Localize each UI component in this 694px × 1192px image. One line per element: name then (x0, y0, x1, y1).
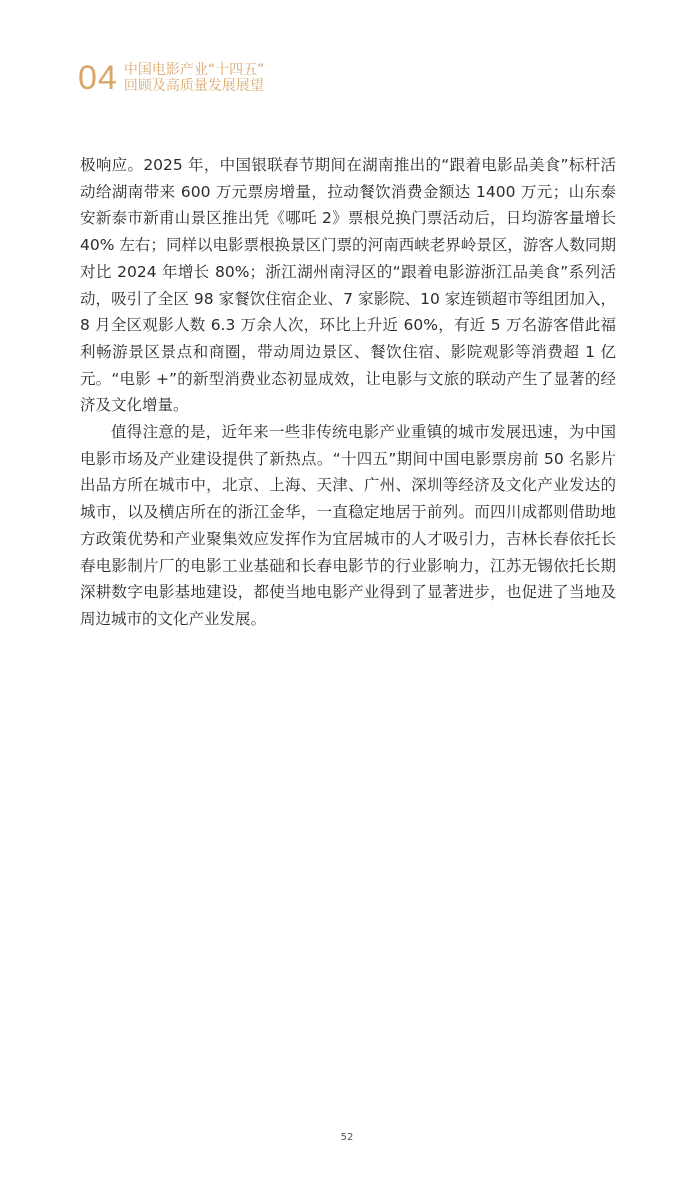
chapter-title-line1: 中国电影产业“十四五” (123, 62, 265, 78)
body-text (80, 152, 616, 633)
page-number: 52 (340, 1132, 354, 1143)
chapter-number: 04 (78, 59, 118, 97)
chapter-title-line2: 回顾及高质量发展展望 (123, 78, 264, 94)
paragraph-2: 值得注意的是，近年来一些非传统电影产业重镇的城市发展迅速，为中国电影市场及产业建设提供了新热点。“十四五”期间中国电影票房前 50 名影片出品方所在城市中，北京、上海、天津、广州、深圳等经济及文化产业发达的城市，以及横店所在的浙江金华，一直稳定地居于前列。而四川成都则借助地方政策优势和产业聚集效应发挥作为宜居城市的人才吸引力，吉林长春依托长春电影制片厂的电影工业基础和长春电影节的行业影响力，江苏无锡依托长期深耕数字电影基地建设，都使当地电影产业得到了显著进步，也促进了当地及周边城市的文化产业发展。 (80, 423, 616, 628)
chapter-header (78, 60, 264, 96)
paragraph-1: 极响应。2025 年，中国银联春节期间在湖南推出的“跟着电影品美食”标杆活动给湖南带来 600 万元票房增量，拉动餐饮消费金额达 1400 万元；山东泰安新泰市新甫山景区推出凭《哪吒 2》票根兑换门票活动后，日均游客量增长 40% 左右；同样以电影票根换景区门票的河南西峡老界岭景区，游客人数同期对比 2024 年增长 80%；浙江湖州南浔区的“跟着电影游浙江品美食”系列活动，吸引了全区 98 家餐饮住宿企业、7 家影院、10 家连锁超市等组团加入，8 月全区观影人数 6.3 万余人次，环比上升近 60%，有近 5 万名游客借此福利畅游景区景点和商圈，带动周边景区、餐饮住宿、影院观影等消费超 1 亿元。“电影 +”的新型消费业态初显成效，让电影与文旅的联动产生了显著的经济及文化增量。 (80, 156, 616, 415)
chapter-title (124, 62, 265, 94)
